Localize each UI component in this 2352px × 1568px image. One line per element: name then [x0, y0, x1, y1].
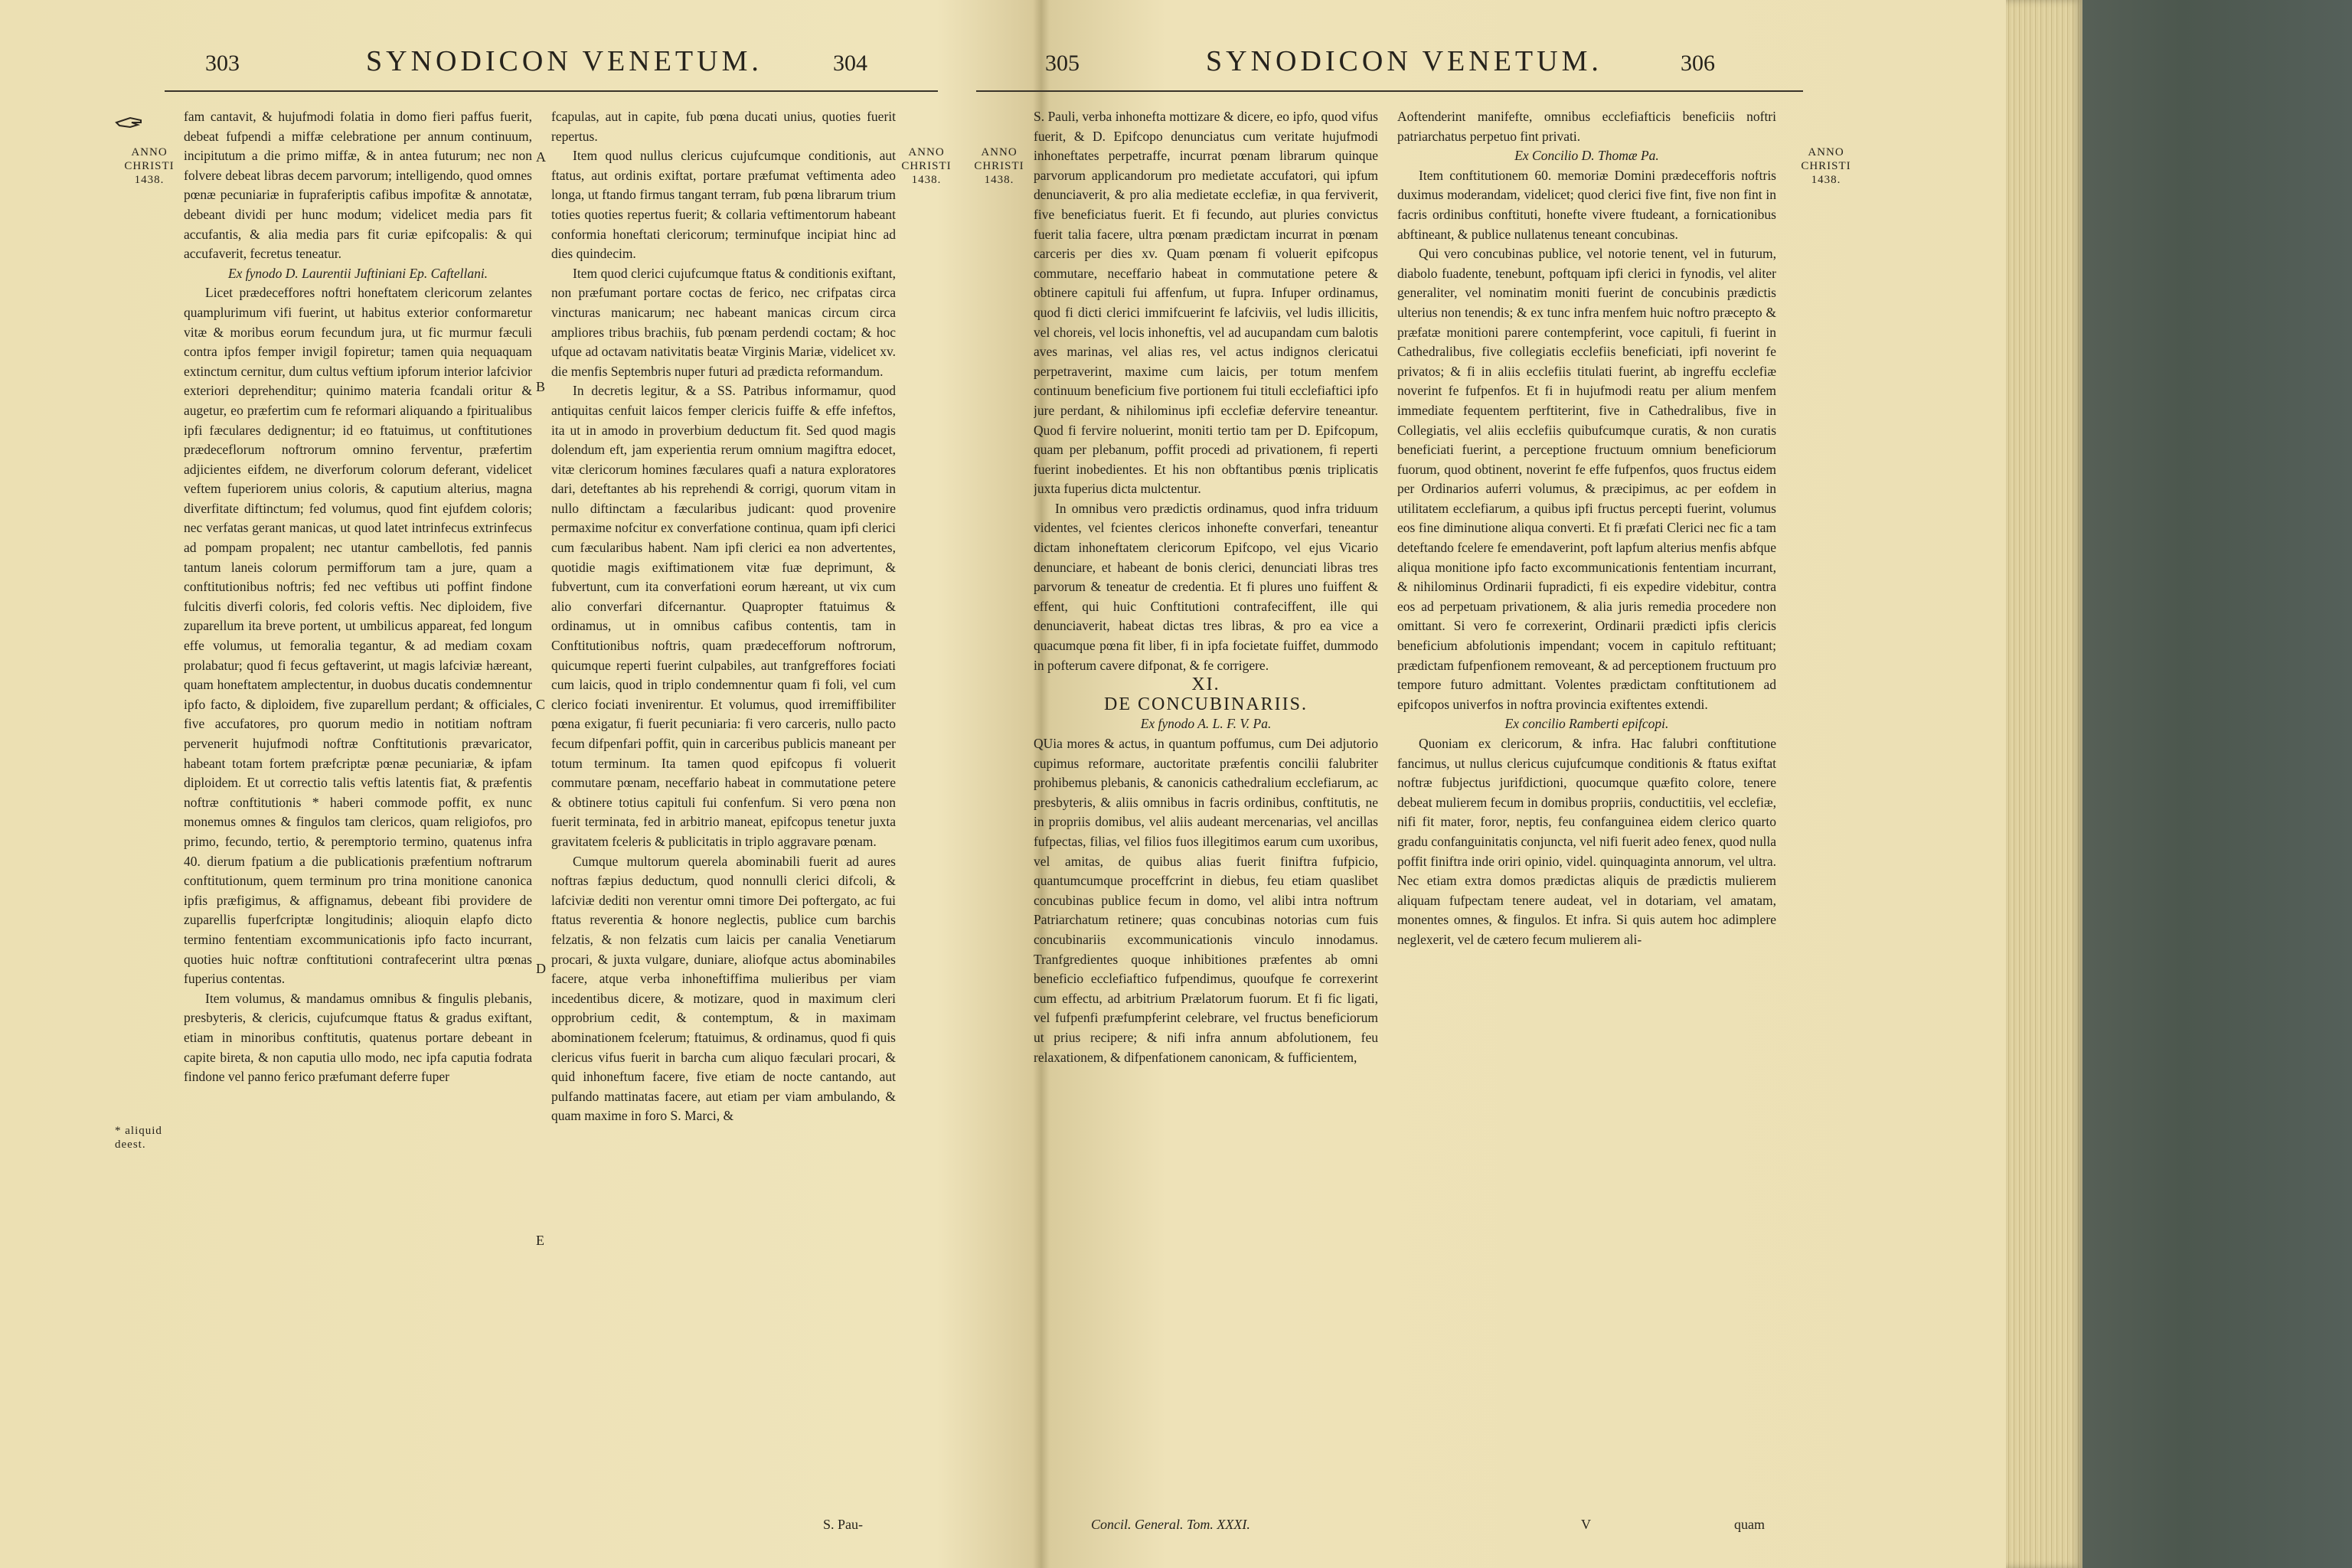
running-title-right: SYNODICON VENETUM. — [1206, 45, 1602, 77]
head-rule-left — [165, 90, 938, 92]
anno-christi-label-right-margin: ANNO CHRISTI 1438. — [901, 146, 952, 186]
catchword-right: quam — [1734, 1517, 1765, 1532]
head-rule-right — [976, 90, 1803, 92]
anno-christi-label-outer: ANNO CHRISTI 1438. — [1801, 146, 1851, 186]
page-number-303: 303 — [205, 51, 240, 76]
col3-subheading: Ex fynodo A. L. F. V. Pa. — [1140, 716, 1272, 732]
col3-paragraph-1: S. Pauli, verba inhonefta mottizare & dicere, eo ipfo, quod vifus fuerit, & D. Epifcopo denunciatus cum veritate hujufmodi inhoneftates perpetraffe, incurrat pœnam librarum quinque parvorum applicandorum pro medietate accufatori, qui ipfum denunciaverit, & pro alia medietate ecclefiæ, in qua ferviverit, five beneficiatus fuerit. Et fi fecundo, aut pluries convictus fuerit talia facere, ultra pœnam prædictam incurrat in pœnam carceris per dies xv. Quam pœnam fi voluerit epifcopus commutare, neceffario habeat in commutatione petere & obtinere capituli fui affenfum, ut fupra. Infuper ordinamus, quod fi dicti clerici immifcuerint fe lafciviis, vel ludis illicitis, vel choreis, vel locis inhoneftis, vel ad aucupandam cum balotis aves marinas, vel alias res, vel actus indignos clericatui perpetraverint, maxime cum laicis, per totum menfem continuum beneficium five portionem fui tituli ecclefiaftici ipfo jure perdant, & nihilominus ipfi ecclefiæ defervire teneantur. Quod fi fervire noluerint, moniti tertio tam per D. Epifcopum, quam per plebanum, poffit procedi ad privationem, fi reperti fuerint inobedientes. Et his non obftantibus pœnis triplicatis juxta fuperius dicta mulctentur. — [1034, 109, 1378, 497]
catchword-left: S. Pau- — [823, 1517, 864, 1532]
signature-mark: V — [1581, 1517, 1591, 1532]
margin-letter-c: C — [536, 697, 546, 712]
pointing-hand-icon — [115, 115, 145, 129]
page-number-304: 304 — [833, 51, 867, 76]
running-head-left — [0, 44, 957, 90]
col2-paragraph-1: fcapulas, aut in capite, fub pœna ducati unius, quoties fuerit repertus. — [551, 109, 896, 144]
page-number-306: 306 — [1681, 51, 1715, 76]
col3-paragraph-2: In omnibus vero prædictis ordinamus, quod infra triduum videntes, vel fcientes clericos inhonefte converfari, teneantur dictam inhoneftatem clericorum Epifcopo, vel ejus Vicario denunciare, et habeant de bonis clerici, denunciati libras tres parvorum & teneatur de credentia. Et fi plures uno fuiffent & effent, qui huic Conftitutioni contrafeciffent, ille qui denunciaverit, habeat dictas tres libras, & pro ea vice a quacumque pœna fit liber, fi in ipfa focietate fuiffet, dummodo in pofterum cavere difponat, & fe corrigere. — [1034, 500, 1378, 673]
right-page — [961, 31, 2006, 1554]
margin-letter-d: D — [536, 961, 546, 976]
page-number-305: 305 — [1045, 51, 1080, 76]
col1-subheading: Ex fynodo D. Laurentii Juftiniani Ep. Caftellani. — [227, 265, 488, 281]
col4-paragraph-1: Aoftenderint manifefte, omnibus ecclefiafticis beneficiis noftri patriarchatus perpetuo fint privati. — [1397, 109, 1776, 144]
background-wall — [2069, 0, 2352, 1568]
col3-paragraph-3: QUia mores & actus, in quantum poffumus, cum Dei adjutorio cupimus reformare, auctoritate præfentis concilii falubriter prohibemus plebanis, & canonicis cathedralium ecclefiarum, ac presbyteris, & aliis omnibus in facris ordinibus, conftitutis, ne in propriis domibus, vel aliis audeant mercenarias, vel ancillas fufpectas, filias, vel filios fuos illegitimos earum cum uxoribus, vel amitas, de quibus alias fuerit finiftra fufpicio, quantumcumque proceffcrint in diebus, feu etiam quaslibet concubinas publice fecum in domo, vel alibi intra noftrum Patriarchatum retinere; quas concubinas notorias cum fuis concubinariis excommunicationis vinculo innodamus. Tranfgredientes quoque inhibitiones præfentes ab omni beneficio ecclefiaftico fufpendimus, quoufque fe correxerint cum effectu, ad arbitrium Prælatorum fuorum. Et fi fic ligati, vel fufpenfi præfumpferint celebrare, vel fructus beneficiorum ut prius recipere; & nifi infra annum abfolutionem, feu relaxationem, & difpenfationem canonicam, & fufficientem, — [1034, 736, 1378, 1065]
col2-paragraph-3: Item quod clerici cujufcumque ftatus & conditionis exiftant, non præfumant portare coctas de ferico, nec crifpatas circa vincturas manicarum; nec habeant manicas circum circa ampliores tribus brachiis, fub pœnam perdendi coctam; & hoc ufque ad octavam nativitatis beatæ Virginis Mariæ, videlicet xv. die menfis Septembris nuper futuri ad prædicta reformandum. — [551, 265, 896, 379]
column-1 — [184, 107, 532, 1531]
page-edges — [2006, 0, 2082, 1568]
col4-subheading-2: Ex concilio Ramberti epifcopi. — [1504, 716, 1669, 732]
col4-paragraph-4: Quoniam ex clericorum, & infra. Hac falubri conftitutione fancimus, ut nullus clericus cujufcumque conditionis & ftatus exiftat noftræ fubjectus jurifdictioni, quocumque quæfito colore, tenere debeat mulierem fecum in domibus propriis, conductitiis, vel ecclefiæ, nifi fit mater, foror, neptis, feu confanguinea eidem clerico quarto gradu confanguinitatis conjuncta, vel nifi fuerit adeo fenex, quod nulla poffit finiftra inde oriri opinio, videl. quinquaginta annorum, vel ultra. Nec etiam extra domos prædictas aliquis de prædictis mulierem aliquam fufpectam tenere audeat, vel in dotariam, vel amatam, monentes omnes, & fingulos. Et infra. Si quis autem hoc adimplere neglexerit, vel de cætero fecum mulierem ali- — [1397, 736, 1776, 947]
margin-letter-a: A — [536, 149, 546, 165]
col4-paragraph-2: Item conftitutionem 60. memoriæ Domini prædecefforis noftris duximus moderandam, videlicet; quod clerici five fint, five non fint in facris ordinibus conftituti, honefte vivere ftudeant, a fornicationibus abftineant, & publice nullatenus teneant concubinas. — [1397, 167, 1776, 242]
anno-christi-label-left: ANNO CHRISTI 1438. — [124, 146, 175, 186]
col2-paragraph-4: In decretis legitur, & a SS. Patribus informamur, quod antiquitas cenfuit laicos femper clericis fuiffe & effe infeftos, ita ut in amodo in proverbium deductum fit. Sed quod magis dolendum eft, jam experientia rerum omnium magiftra edocet, vitæ clericorum homines fæculares quafi a natura exploratores dari, deteftantes ab his reprehendi & corrigi, quorum vitam in nullo diftinctam a fæcularibus judicant: quod provenire permaxime nofcitur ex converfatione continua, quam ipfi clerici cum fæcularibus habent. Nam ipfi clerici ea non advertentes, quotidie magis exiftimationem vitæ fuæ deprimunt, & fubvertunt, cum ita converfationi eorum hæreant, ut vix cum alio converfari difcernantur. Quapropter ftatuimus & ordinamus, ut in omnibus cafibus contentis, tam in Conftitutionibus noftris, quam prædecefforum noftrorum, quicumque reperti fuerint culpabiles, aut tranfgreffores fociati cum laicis, quod in triplo condemnentur quam fi foli, vel cum clerico fociati invenirentur. Et volumus, quod irremiffibiliter pœna exigatur, fi fuerit pecuniaria: fi vero carceris, nullo pacto fecum difpenfari poffit, quin in carceribus publicis maneant per totum terminum. Ita tamen quod epifcopus fi voluerit commutare pœnam, neceffario habeat in commutatione petere & obtinere totius capituli fui confenfum. Si vero pœna non fuerit terminata, fed in arbitrio maneat, epifcopus tenetur juxta gravitatem fceleris & publicitatis in triplo aggravare pœnam. — [551, 383, 896, 849]
section-number: XI. — [1191, 675, 1220, 695]
column-4 — [1397, 107, 1776, 1531]
margin-letter-b: B — [536, 379, 546, 394]
margin-letter-e: E — [536, 1233, 544, 1248]
col1-paragraph-3: Item volumus, & mandamus omnibus & fingulis plebanis, presbyteris, & clericis, cujufcumque ftatus & gradus exiftant, etiam in minoribus conftitutis, quatenus portare debeant in capite bireta, & non caputia ullo modo, nec ipfa caputia fodrata findone vel panno ferico præfumant deferre fuper — [184, 990, 532, 1085]
anno-christi-label-inner: ANNO CHRISTI 1438. — [974, 146, 1024, 186]
column-2 — [551, 107, 896, 1531]
footer-signature: Concil. General. Tom. XXXI. — [1091, 1517, 1250, 1532]
col2-paragraph-2: Item quod nullus clericus cujufcumque conditionis, aut ftatus, aut ordinis exiftat, portare præfumat veftimenta adeo longa, ut ftando firmus tangant terram, fub pœna librarum trium toties quoties repertus fuerit; & collaria veftimentorum habeant conformia honeftati clericorum; terminufque incipiat hinc ad dies quindecim. — [551, 148, 896, 262]
column-3 — [1034, 107, 1378, 1531]
left-page — [0, 31, 957, 1554]
running-title-left: SYNODICON VENETUM. — [366, 45, 763, 77]
col2-paragraph-5: Cumque multorum querela abominabili fuerit ad aures noftras fæpius deductum, quod nonnulli clerici difcoli, & lafciviæ dediti non verentur omni timore Dei poftergato, ac fui ftatus reverentia & honore neglectis, publice cum barchis felzatis, & non felzatis cum laicis per canalia Venetiarum procari, & juxta vulgare, duniare, aliofque actus abominabiles facere, atque verba inhoneftiffima mulieribus per viam incedentibus dicere, & motizare, quod in maximum cleri opprobrium cedit, & contemptum, & in maximam abominationem fcelerum; ftatuimus, & ordinamus, quod fi quis clericus vifus fuerit in barcha cum aliquo fæculari procari, & quid inhoneftum facere, five etiam de nocte cantando, aut pulfando mattinatas facere, aut etiam per viam ambulando, & quam maxime in foro S. Marci, & — [551, 853, 896, 1124]
col1-paragraph-1: fam cantavit, & hujufmodi folatia in domo fieri paffus fuerit, debeat fufpendi a miffæ celebratione per annum continuum, incipitutum a die primo miffæ, & in antea futurum; nec non folvere debeat libras decem parvorum; intelligendo, quod omnes pœnæ pecuniariæ in fupraferiptis cafibus impofitæ & annotatæ, debeant dividi per hunc modum; videlicet media pars fit accufantis, & alia media pars fit curiæ epifcopalis: & qui accufaverit, fecretus teneatur. — [184, 109, 532, 262]
section-title: DE CONCUBINARIIS. — [1103, 694, 1308, 714]
margin-note-aliquid-deest: * aliquid deest. — [115, 1125, 162, 1151]
col1-paragraph-2: Licet prædeceffores noftri honeftatem clericorum zelantes quamplurimum vifi fuerint, ut habitus exterior conformaretur vitæ & moribus eorum fecundum jura, ut fic murmur fæculi contra ipfos femper invigil fopiretur; tamen quia nequaquam extinctum cernitur, dum cultus veftium ipforum interior lafcivior exteriori deprehenditur; quinimo materia fcandali oritur & augetur, eo præfertim cum fe reformari aliquando a fpiritualibus ipfi fæculares dedignentur; id eo ftatuimus, ut conftitutiones prædeceflorum noftrorum omnino ferventur, præfertim adjicientes eifdem, ne diverforum colorum deferant, videlicet veftem fuperiorem unius coloris, & caputium alterius, magna diverfitate diftinctum; fed volumus, quod fint ejufdem coloris; nec verfatas gerant manicas, ut quod latet intrinfecus extrinfecus ad pompam propalent; nec utantur cambellotis, fed pannis tantum laneis colorum permifforum tam a jure, quam a conftitutionibus noftris; fed nec veftibus uti poffint findone fulcitis diverfi coloris, fed coloris veftis. Nec diploidem, five zuparellum ita breve portent, ut umbilicus appareat, fed longum effe volumus, ut femoralia tegantur, & ad mediam coxam prolabatur; quod fi fecus geftaverint, ut magis lafciviæ hæreant, quam honeftatem amplectentur, in duobus ducatis condemnentur ipfo facto, & diploidem, five zuparellum perdant; & officiales, five accufatores, pro quorum medio in notitiam noftram pervenerit hujufmodi noftræ Conftitutionis prævaricator, habeant totam fortem præfcriptæ pœnæ pecuniariæ, & ipfam diploidem. Et ut correctio talis veftis latentis fiat, & præfentis noftræ conftitutionis * haberi commode poffit, ex nunc monemus omnes & fingulos tam clericos, quam religiofos, pro primo, fecundo, tertio, & peremptorio termino, quatenus infra 40. dierum fpatium a die publicationis præfentium noftrarum conftitutionum, quem terminum pro trina monitione canonica ipfis præfigimus, & affignamus, debeant fibi providere de zuparellis fuperfcriptæ longitudinis; alioquin elapfo dicto termino fententiam excommunicationis ipfo facto incurrant, quoties huic noftræ conftitutioni contrafecerint ultra pœnas fuperius contentas. — [184, 285, 532, 987]
col4-subheading-1: Ex Concilio D. Thomæ Pa. — [1514, 148, 1659, 164]
running-head-right — [961, 44, 2006, 90]
col4-paragraph-3: Qui vero concubinas publice, vel notorie tenent, vel in futurum, diabolo fuadente, tenebunt, poftquam ipfi clerici in fynodis, vel aliter generaliter, vel nominatim moniti fuerint de concubinis prædictis ulterius non tenendis; & ex tunc infra menfem huic noftro præcepto & præfatæ monitioni parere contempferint, voce capituli, fi fuerint in Cathedralibus, five collegiatis ecclefiis beneficiati, ipfi noverint fe privatos; & fi in aliis ecclefiis titulati fuerint, ab ingreffu ecclefiæ noverint fe fufpenfos. Et fi in hujufmodi reatu per alium menfem immediate fequentem perftiterint, five in Cathedralibus, five in Collegiatis, vel aliis ecclefiis quibufcumque curatis, & non curatis beneficiati fuerint, a perceptione fructuum omnium beneficiorum fuorum, quod obtinent, noverint fe effe fufpenfos, quos fructus eidem per Ordinarios auferri volumus, & præcipimus, ac per eofdem in utilitatem ecclefiarum, a quibus ipfi fructus percepti fuerint, volumus eos fine diminutione aliqua converti. Et fi præfati Clerici nec fic a tam deteftando fcelere fe emendaverint, poft lapfum alterius menfis abfque aliqua monitione ipfo facto excommunicationis fententiam incurrant, & nihilominus Ordinarii fupradicti, fi eis expedire videbitur, contra eos ad perpetuam privationem, & alia juris remedia procedere non omittant. Si vero fe correxerint, Ordinarii prædicti ipfis clericis beneficium abfolutionis impendant; vocem in capitulo reftituant; prædictam fufpenfionem removeant, & ad perceptionem fructuum pro tempore futuro admittant. Volentes prædictam conftitutionem ad epifcopos univerfos in noftra provincia exiftentes extendi. — [1397, 246, 1776, 712]
